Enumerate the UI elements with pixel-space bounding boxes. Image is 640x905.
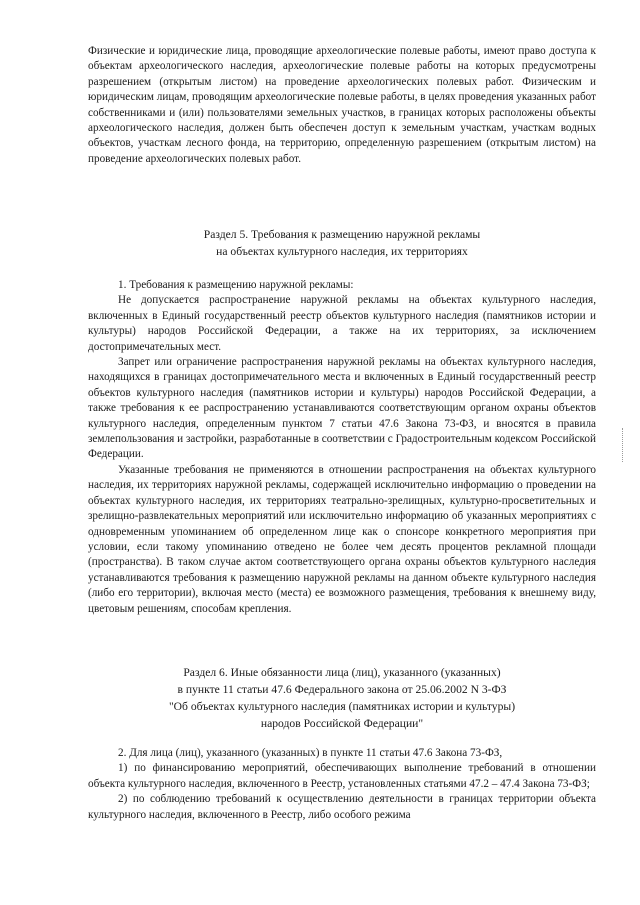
section5-paragraph3: Указанные требования не применяются в отношении распространения на объектах культурного наследия, их территориях наружной рекламы, содержащей исключительно информацию о проведении на объектах культурного наследия, их территориях театрально-зрелищных, культурно-просветительных и зрелищно-развлекательных мероприятий или исключительно информацию об указанных мероприятиях с одновременным упоминанием об определенном лице как о спонсоре конкретного мероприятия при условии, если такому упоминанию отведено не более чем десять процентов рекламной площади (пространства). В таком случае актом соответствующего органа охраны объектов культурного наследия устанавливаются требования к размещению наружной рекламы на данном объекте культурного наследия (либо его территории), включая место (места) ее возможного размещения, требования к внешнему виду, цветовым решениям, способам крепления.	[88, 463, 596, 615]
section6-heading-line1: Раздел 6. Иные обязанности лица (лиц), указанного (указанных)	[183, 666, 501, 679]
section6-heading-line3: "Об объектах культурного наследия (памятниках истории и культуры)	[168, 700, 516, 713]
intro-block	[88, 44, 596, 167]
section6-body	[88, 746, 596, 823]
section5-heading-line1: Раздел 5. Требования к размещению наружной рекламы	[203, 228, 481, 241]
section6-item2-label: 2. Для лица (лиц), указанного (указанных) в пункте 11 статьи 47.6 Закона 73-ФЗ,	[118, 747, 503, 759]
section6-heading-line2: в пункте 11 статьи 47.6 Федерального закона от 25.06.2002 N 3-ФЗ	[177, 683, 507, 696]
section5-heading	[88, 226, 596, 260]
section6-sub2: 2) по соблюдению требований к осуществлению деятельности в границах территории объекта культурного наследия, включенного в Реестр, либо особого режима	[88, 793, 596, 821]
section6-sub1: 1) по финансированию мероприятий, обеспечивающих выполнение требований в отношении объекта культурного наследия, включенного в Реестр, установленных статьями 47.2 – 47.4 Закона 73-ФЗ;	[88, 762, 596, 790]
intro-paragraph: Физические и юридические лица, проводящие археологические полевые работы, имеют право доступа к объектам археологического наследия, археологические полевые работы на которых предусмотрены разрешением (открытым листом) на проведение археологических полевых работ. Физическим и юридическим лицам, проводящим археологические полевые работы, в целях проведения указанных работ собственниками и (или) пользователями земельных участков, в границах которых расположены объекты археологического наследия, должен быть обеспечен доступ к земельным участкам, участкам водных объектов, участкам лесного фонда, на территорию, определенную разрешением (открытым листом) на проведение археологических полевых работ.	[88, 45, 596, 165]
section5-item1-label: 1. Требования к размещению наружной рекламы:	[118, 279, 354, 291]
section5-heading-line2: на объектах культурного наследия, их территориях	[216, 245, 468, 258]
section5-paragraph1: Не допускается распространение наружной рекламы на объектах культурного наследия, включенных в Единый государственный реестр объектов культурного наследия (памятников истории и культуры) народов Российской Федерации, а также на их территориях, за исключением достопримечательных мест.	[88, 294, 596, 353]
section5-body	[88, 278, 596, 617]
margin-scan-mark	[622, 428, 624, 462]
section5-paragraph2: Запрет или ограничение распространения наружной рекламы на объектах культурного наследия, находящихся в границах достопримечательного места и включенных в Единый государственный реестр объектов культурного наследия (памятников истории и культуры) народов Российской Федерации, а также требования к ее распространению устанавливаются соответствующим органом охраны объектов культурного наследия, определенным пунктом 7 статьи 47.6 Закона 73-ФЗ, и вносятся в правила землепользования и застройки, разработанные в соответствии с Градостроительным кодексом Российской Федерации.	[88, 356, 596, 461]
section6-heading-line4: народов Российской Федерации"	[260, 717, 424, 730]
section6-heading	[88, 664, 596, 732]
